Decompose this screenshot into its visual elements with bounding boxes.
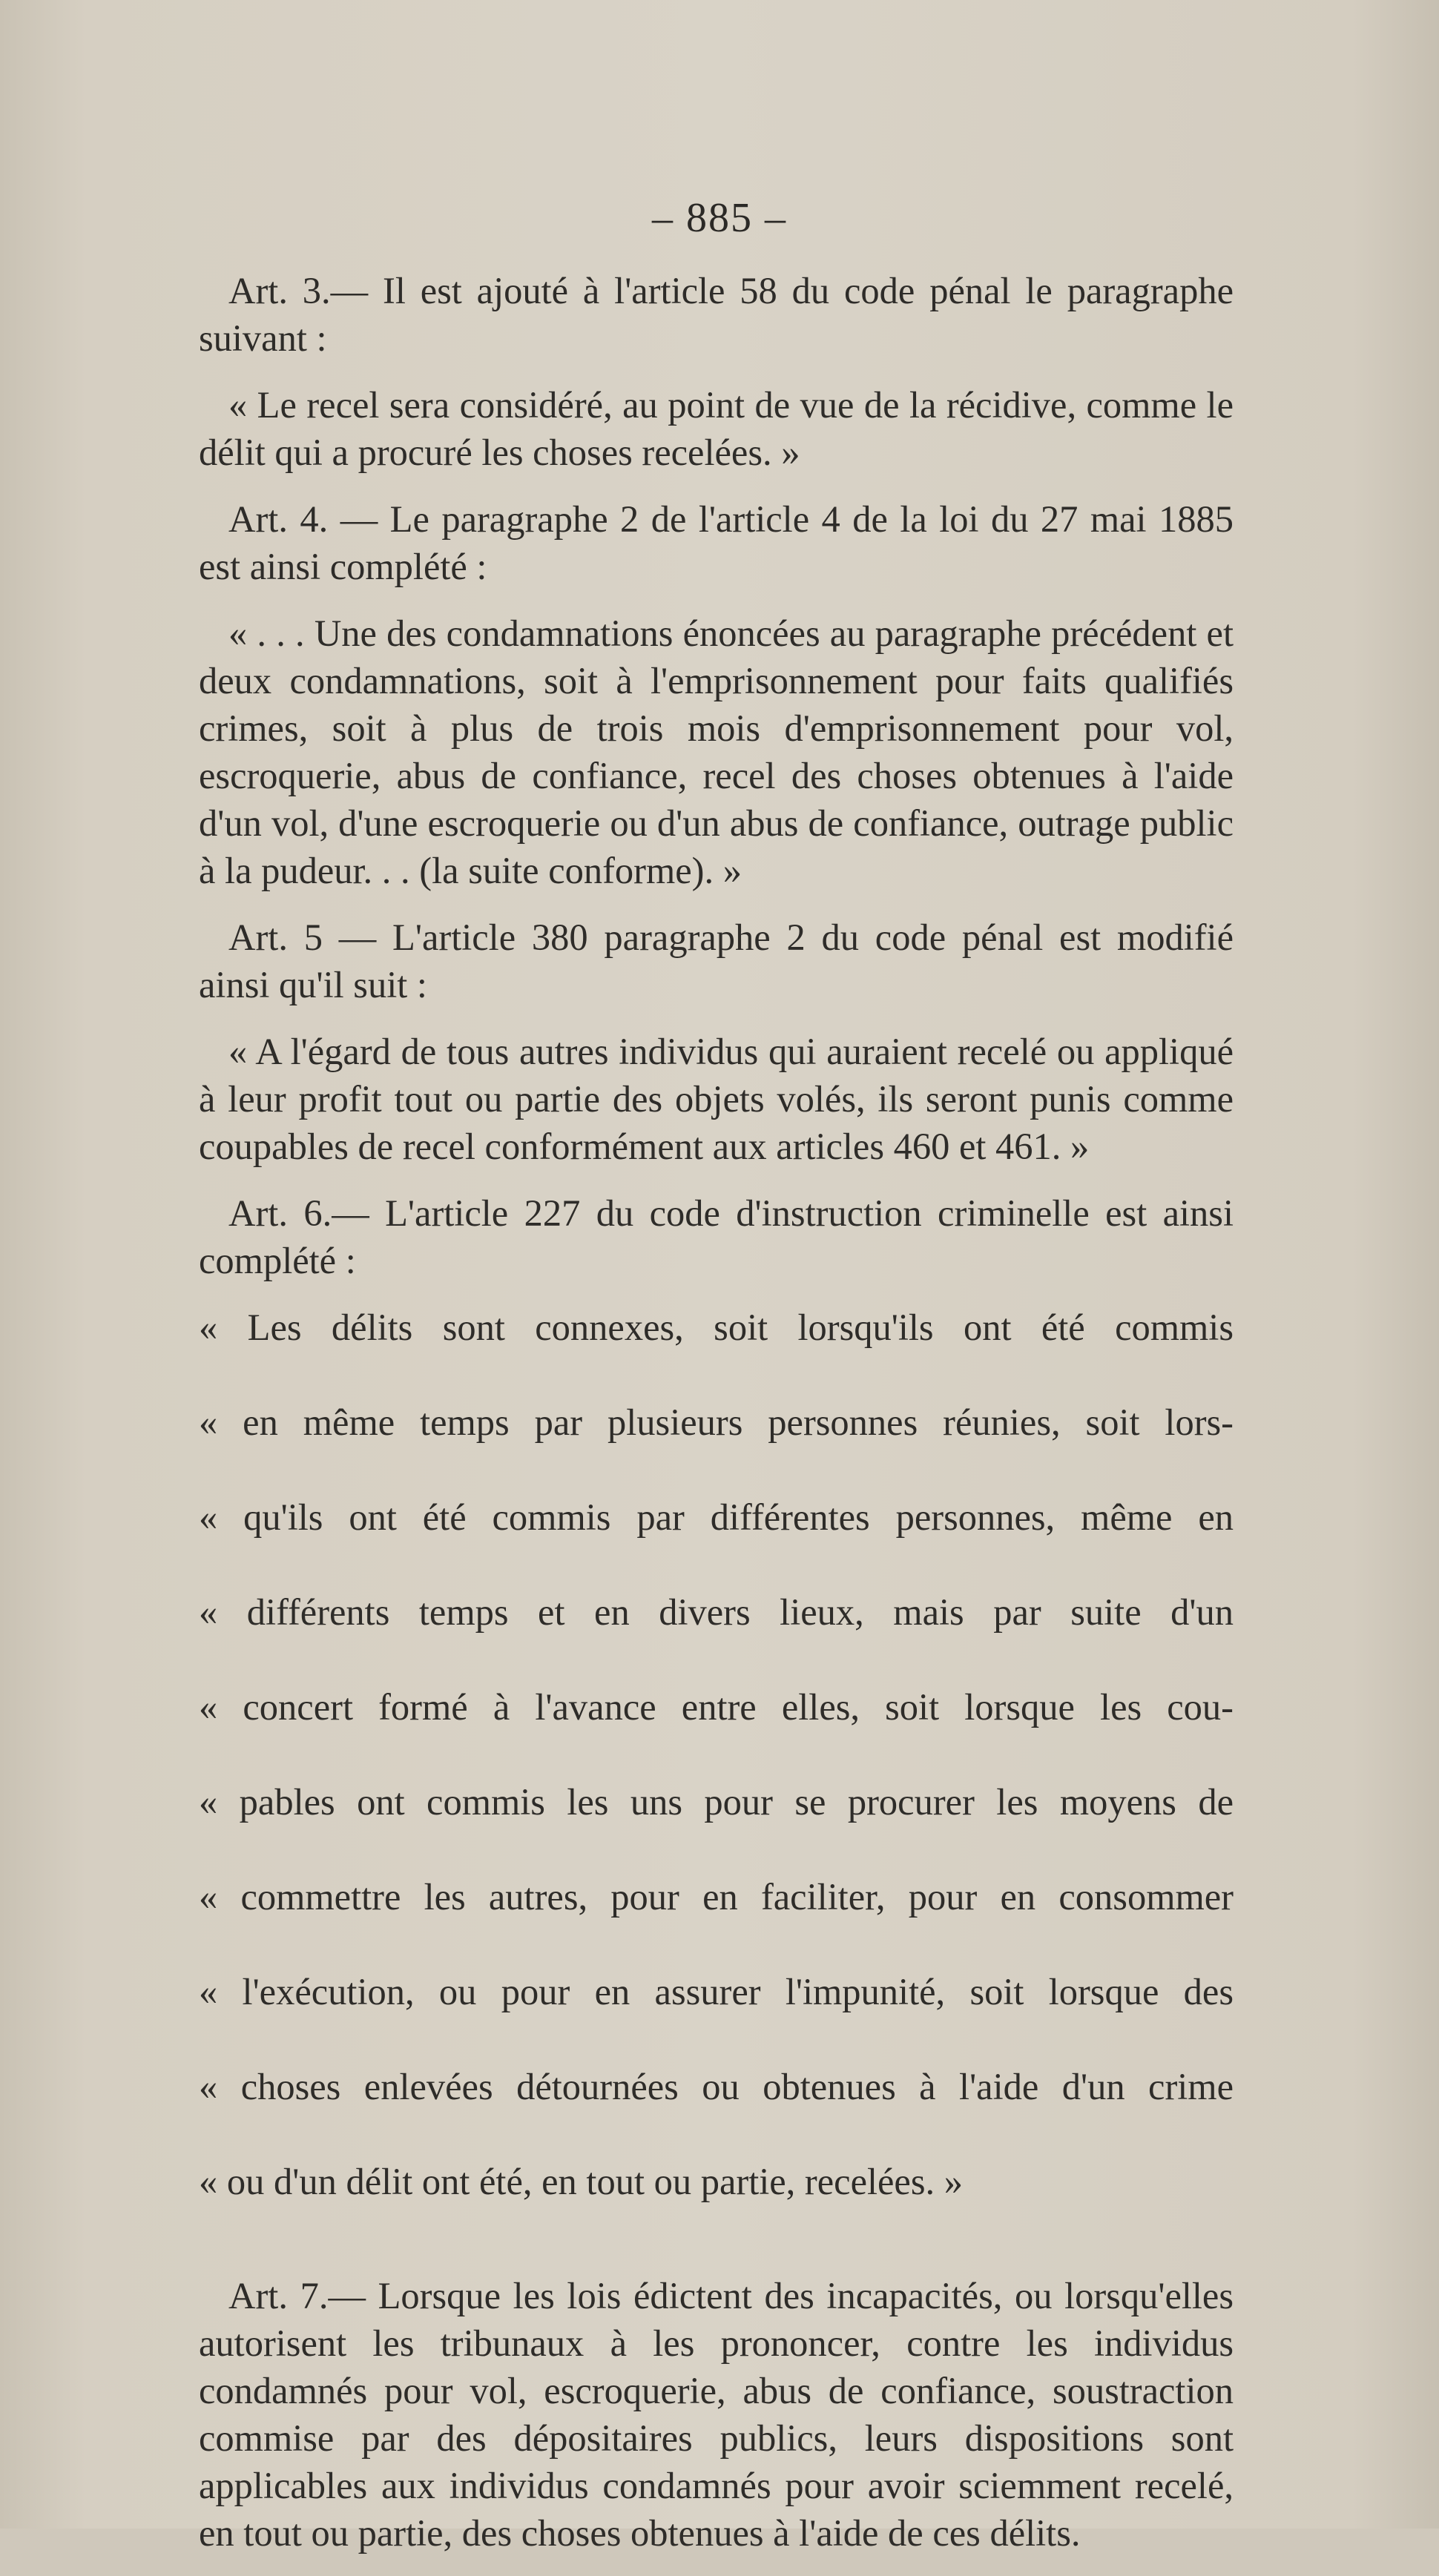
article-4-text: « . . . Une des condamnations énoncées au paragraphe précédent et deux condamnations, soit à l'emprisonnement pour faits qualifiés crimes, soit à plus de trois mois d'emprisonnement pour vol, escroquerie, abus de confiance, recel des choses obtenues à l'aide d'un vol, d'une escroquerie ou d'un abus de confiance, outrage public à la pudeur. . . (la suite conforme). » [199,612,1234,891]
quote-line: « commettre les autres, pour en faciliter, pour en consommer [199,1876,1234,1918]
quote-line: « différents temps et en divers lieux, mais par suite d'un [199,1591,1234,1633]
quote-line: « pables ont commis les uns pour se procurer les moyens de [199,1781,1234,1823]
article-6-heading: Art. 6.— L'article 227 du code d'instruction criminelle est ainsi complété : [199,1192,1234,1281]
page-number: – 885 – [652,195,787,241]
article-5-text: « A l'égard de tous autres individus qui auraient recelé ou appliqué à leur profit tout ou partie des objets volés, ils seront punis comme coupables de recel conformément aux articles 460 et 461. » [199,1031,1234,1167]
article-4-heading: Art. 4. — Le paragraphe 2 de l'article 4 de la loi du 27 mai 1885 est ainsi complété : [199,498,1234,587]
article-6-quote [199,1304,1234,2253]
article-7-text: Art. 7.— Lorsque les lois édictent des incapacités, ou lorsqu'elles autorisent les tribunaux à les prononcer, contre les individus condamnés pour vol, escroquerie, abus de confiance, soustraction commise par des dépositaires publics, leurs dispositions sont applicables aux individus condamnés pour avoir sciemment recelé, en tout ou partie, des choses obtenues à l'aide de ces délits. [199,2275,1234,2554]
article-5-heading: Art. 5 — L'article 380 paragraphe 2 du code pénal est modifié ainsi qu'il suit : [199,917,1234,1005]
quote-line: « Les délits sont connexes, soit lorsqu'ils ont été commis [199,1307,1234,1348]
quote-line: « choses enlevées détournées ou obtenues à l'aide d'un crime [199,2066,1234,2107]
body-text [199,267,1234,2576]
quote-line: « qu'ils ont été commis par différentes personnes, même en [199,1496,1234,1538]
quote-line: « concert formé à l'avance entre elles, soit lorsque les cou- [199,1686,1234,1728]
article-3-heading: Art. 3.— Il est ajouté à l'article 58 du code pénal le paragraphe suivant : [199,270,1234,359]
quote-line: « ou d'un délit ont été, en tout ou partie, recelées. » [199,2161,963,2202]
quote-line: « l'exécution, ou pour en assurer l'impunité, soit lorsque des [199,1971,1234,2012]
quote-line: « en même temps par plusieurs personnes réunies, soit lors- [199,1401,1234,1443]
article-3-text: « Le recel sera considéré, au point de vue de la récidive, comme le délit qui a procuré les choses recelées. » [199,384,1234,473]
